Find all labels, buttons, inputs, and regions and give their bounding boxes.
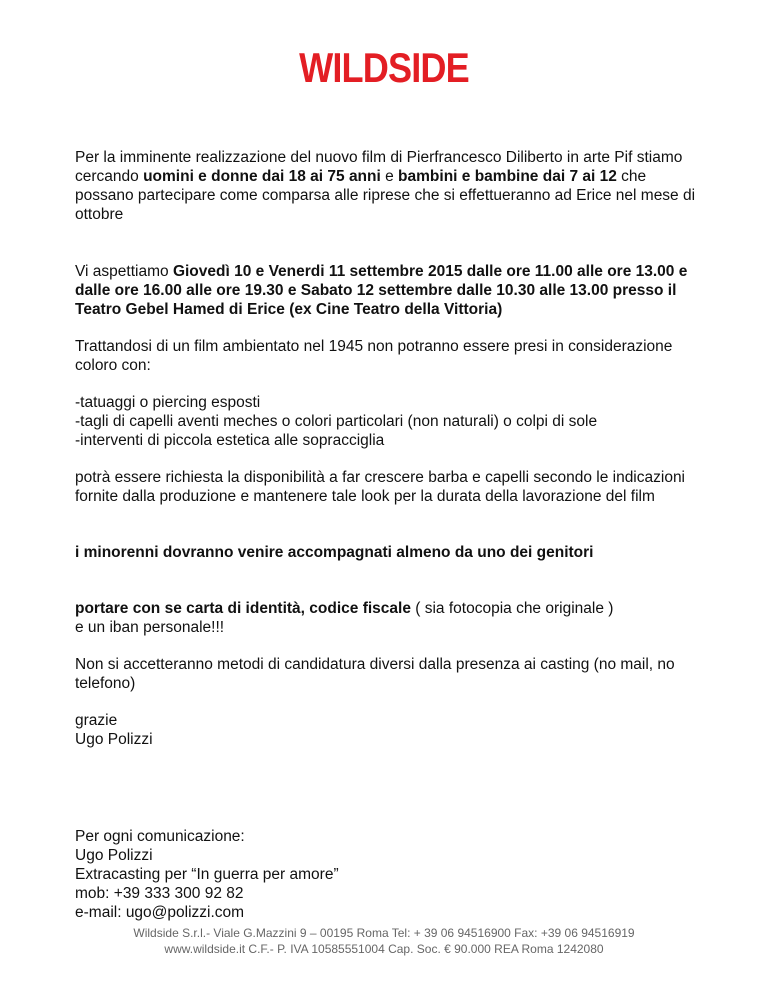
minors-text: i minorenni dovranno venire accompagnati almeno da uno dei genitori xyxy=(75,544,594,561)
dates-schedule: Giovedì 10 e Venerdi 11 settembre 2015 dalle ore 11.00 alle ore 13.00 e dalle ore 16.00 alle ore 19.30 e Sabato 12 settembre dalle 10.30 alle 13.00 presso il Teatro Gebel Hamed di Erice (ex Cine Teatro della Vittoria) xyxy=(75,263,688,318)
setting-paragraph: Trattandosi di un film ambientato nel 1945 non potranno essere presi in considerazione coloro con: xyxy=(75,338,673,374)
documents-note: ( sia fotocopia che originale ) xyxy=(410,600,614,617)
contact-name: Ugo Polizzi xyxy=(75,847,153,864)
exclusion-item: -interventi di piccola estetica alle sopracciglia xyxy=(75,432,385,449)
contact-mobile: mob: +39 333 300 92 82 xyxy=(75,885,244,902)
signature-name: Ugo Polizzi xyxy=(75,731,153,748)
wildside-logo: WILDSIDE xyxy=(299,44,469,91)
exclusion-item: -tatuaggi o piercing esposti xyxy=(75,394,261,411)
dates-text: Vi aspettiamo xyxy=(75,263,173,280)
thanks-text: grazie xyxy=(75,712,118,729)
no-mail-paragraph: Non si accetteranno metodi di candidatura diversi dalla presenza ai casting (no mail, no telefono) xyxy=(75,656,675,692)
contact-block xyxy=(75,827,705,922)
intro-age-children: bambini e bambine dai 7 ai 12 xyxy=(398,168,617,185)
contact-role: Extracasting per “In guerra per amore” xyxy=(75,866,339,883)
closing-block xyxy=(75,711,705,749)
intro-text-1: Per la imminente realizzazione del nuovo film di Pierfrancesco Diliberto in arte Pif stiamo cercando xyxy=(75,149,683,185)
exclusions-list xyxy=(75,393,705,450)
documents-required: portare con se carta di identità, codice fiscale xyxy=(75,600,411,617)
intro-age-adults: uomini e donne dai 18 ai 75 anni xyxy=(143,168,381,185)
intro-text-2: e xyxy=(380,168,399,185)
letter-body xyxy=(75,148,705,922)
documents-iban: e un iban personale!!! xyxy=(75,619,225,636)
growth-paragraph: potrà essere richiesta la disponibilità a far crescere barba e capelli secondo le indicazioni fornite dalla produzione e mantenere tale look per la durata della lavorazione del film xyxy=(75,469,686,505)
contact-heading: Per ogni comunicazione: xyxy=(75,828,245,845)
dates-paragraph xyxy=(75,262,705,319)
intro-paragraph xyxy=(75,148,705,224)
minors-paragraph xyxy=(75,543,705,562)
footer-line-address: Wildside S.r.l.- Viale G.Mazzini 9 – 00195 Roma Tel: + 39 06 94516900 Fax: +39 06 94516919 xyxy=(133,926,635,940)
exclusion-item: -tagli di capelli aventi meches o colori particolari (non naturali) o colpi di sole xyxy=(75,413,598,430)
contact-email: e-mail: ugo@polizzi.com xyxy=(75,904,245,921)
documents-paragraph xyxy=(75,599,705,637)
company-footer xyxy=(0,925,768,957)
intro-text-3: che possano partecipare come comparsa alle riprese che si effettueranno ad Erice nel mese di ottobre xyxy=(75,168,696,223)
footer-line-registry: www.wildside.it C.F.- P. IVA 10585551004 Cap. Soc. € 90.000 REA Roma 1242080 xyxy=(164,942,604,956)
